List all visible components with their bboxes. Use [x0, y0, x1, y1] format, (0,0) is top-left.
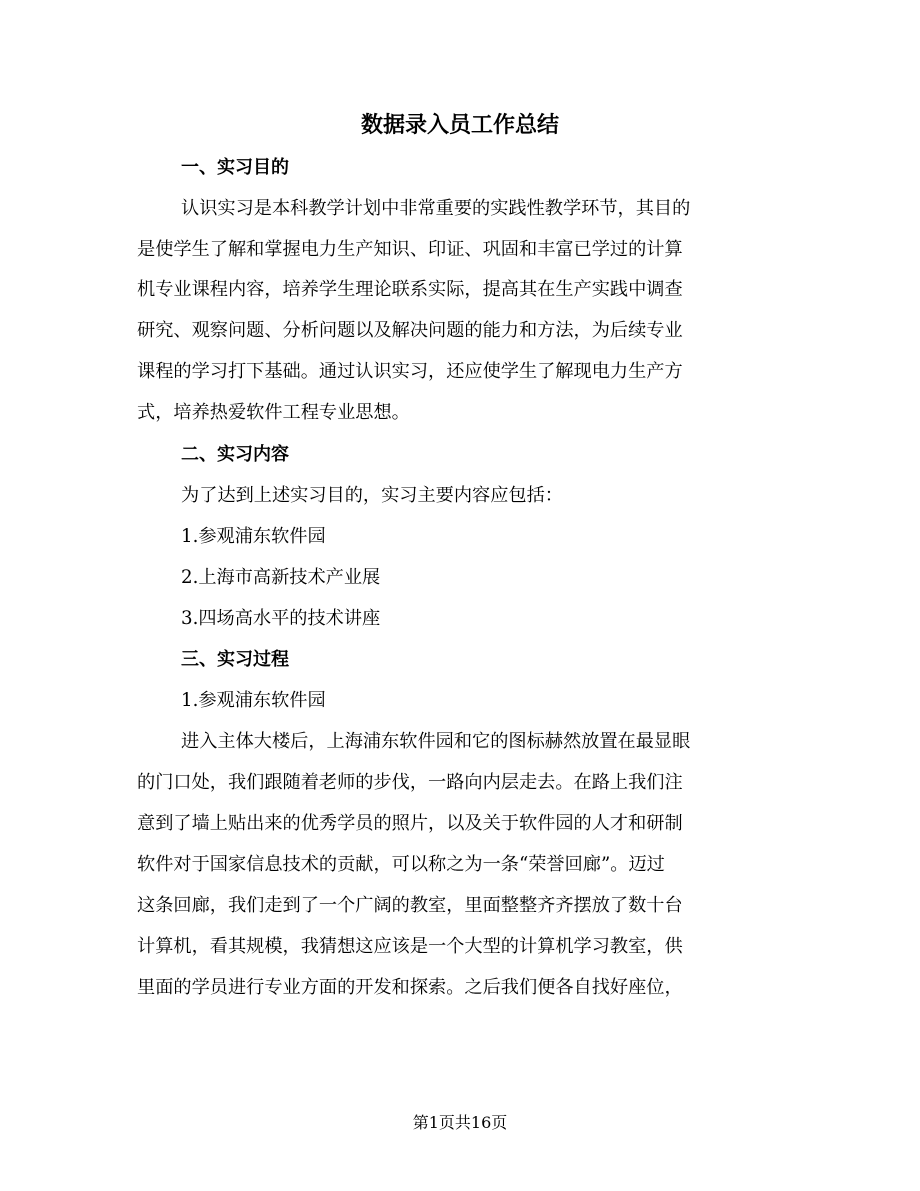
paragraph-line: 里面的学员进行专业方面的开发和探索。之后我们便各自找好座位，: [137, 977, 683, 998]
section-heading-purpose: 一、实习目的: [181, 157, 289, 178]
paragraph-line: 进入主体大楼后，上海浦东软件园和它的图标赫然放置在最显眼: [181, 731, 691, 752]
list-item: 3.四场高水平的技术讲座: [181, 608, 381, 629]
paragraph-line: 研究、观察问题、分析问题以及解决问题的能力和方法，为后续专业: [137, 320, 683, 341]
paragraph-line: 式，培养热爱软件工程专业思想。: [137, 402, 410, 423]
paragraph-line: 意到了墙上贴出来的优秀学员的照片，以及关于软件园的人才和研制: [137, 813, 683, 834]
paragraph-line: 这条回廊，我们走到了一个广阔的教室，里面整整齐齐摆放了数十台: [137, 895, 683, 916]
subheading: 1.参观浦东软件园: [181, 690, 326, 711]
paragraph-line: 软件对于国家信息技术的贡献，可以称之为一条“荣誉回廊”。迈过: [137, 854, 665, 875]
paragraph-line: 的门口处，我们跟随着老师的步伐，一路向内层走去。在路上我们注: [137, 772, 683, 793]
section-heading-content: 二、实习内容: [181, 444, 289, 465]
document-title: 数据录入员工作总结: [360, 112, 559, 138]
paragraph-line: 为了达到上述实习目的，实习主要内容应包括：: [181, 485, 563, 506]
paragraph-line: 认识实习是本科教学计划中非常重要的实践性教学环节，其目的: [181, 198, 691, 219]
list-item: 1.参观浦东软件园: [181, 526, 326, 547]
paragraph-line: 计算机，看其规模，我猜想这应该是一个大型的计算机学习教室，供: [137, 936, 683, 957]
list-item: 2.上海市高新技术产业展: [181, 567, 381, 588]
paragraph-line: 是使学生了解和掌握电力生产知识、印证、巩固和丰富已学过的计算: [137, 239, 683, 260]
paragraph-line: 课程的学习打下基础。通过认识实习，还应使学生了解现电力生产方: [137, 361, 683, 382]
page-number: 第1页共16页: [412, 1113, 508, 1132]
paragraph-line: 机专业课程内容，培养学生理论联系实际，提高其在生产实践中调查: [137, 279, 683, 300]
section-heading-process: 三、实习过程: [181, 649, 289, 670]
